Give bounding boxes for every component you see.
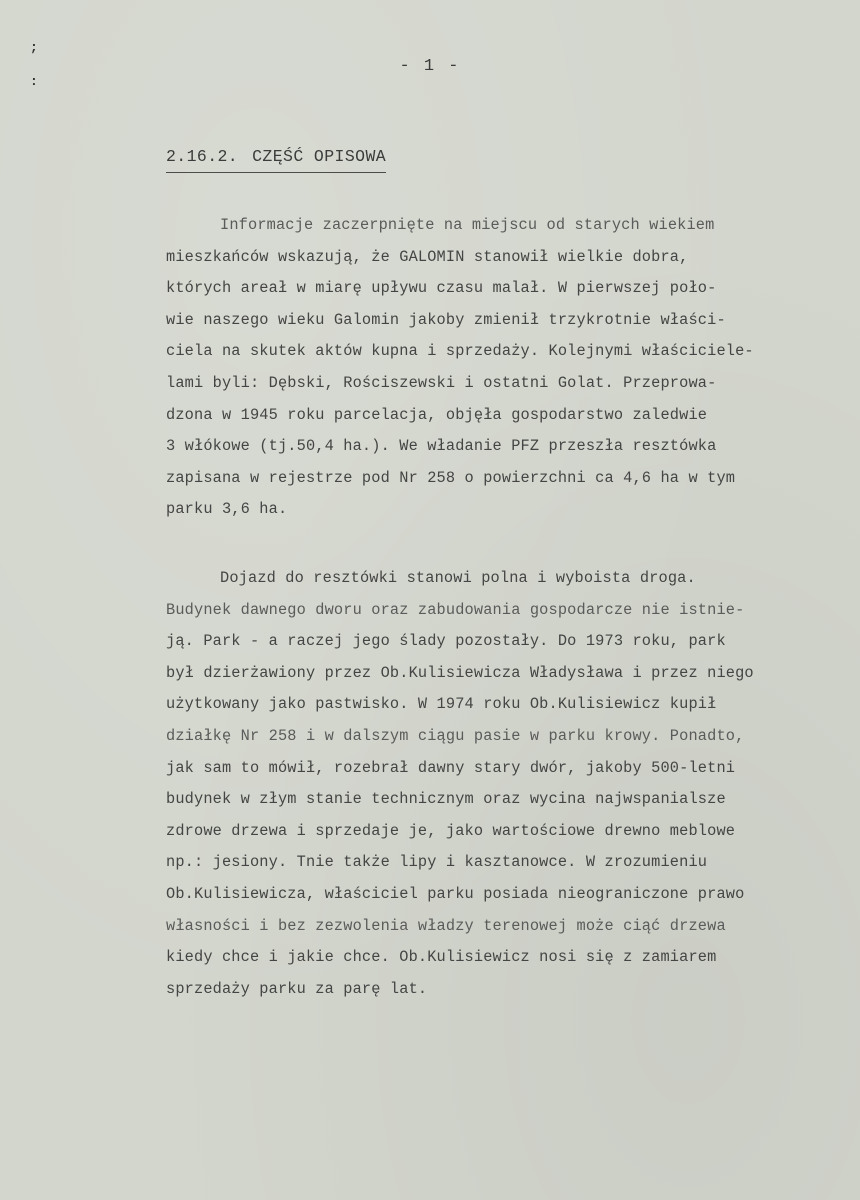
text-line: lami byli: Dębski, Rościszewski i ostatni Golat. Przeprowa- [166, 373, 717, 392]
text-line: sprzedaży parku za parę lat. [166, 979, 428, 998]
text-line: parku 3,6 ha. [166, 500, 288, 519]
text-line: był dzierżawiony przez Ob.Kulisiewicza Władysława i przez niego [166, 663, 754, 682]
text-line: zapisana w rejestrze pod Nr 258 o powierzchni ca 4,6 ha w tym [166, 468, 736, 487]
section-number: 2.16.2. [166, 147, 239, 166]
text-line: Ob.Kulisiewicza, właściciel parku posiada nieograniczone prawo [166, 884, 745, 903]
text-line: kiedy chce i jakie chce. Ob.Kulisiewicz nosi się z zamiarem [166, 948, 717, 967]
paragraph-1 [166, 210, 826, 526]
text-line: budynek w złym stanie technicznym oraz wycina najwspanialsze [166, 790, 726, 809]
margin-mark: ; [30, 40, 38, 55]
text-line: działkę Nr 258 i w dalszym ciągu pasie w parku krowy. Ponadto, [166, 726, 745, 745]
text-line: mieszkańców wskazują, że GALOMIN stanowił wielkie dobra, [166, 247, 689, 266]
text-line: Budynek dawnego dworu oraz zabudowania gospodarcze nie istnie- [166, 600, 745, 619]
text-line: wie naszego wieku Galomin jakoby zmienił trzykrotnie właści- [166, 310, 726, 329]
section-title: CZĘŚĆ OPISOWA [252, 147, 387, 166]
text-line: Informacje zaczerpnięte na miejscu od starych wiekiem [220, 216, 715, 234]
page-number: - 1 - [399, 57, 461, 76]
text-line: np.: jesiony. Tnie także lipy i kasztanowce. W zrozumieniu [166, 853, 708, 872]
text-line: Dojazd do resztówki stanowi polna i wyboista droga. [220, 569, 696, 587]
paragraph-2 [166, 563, 826, 1005]
text-line: 3 włókowe (tj.50,4 ha.). We władanie PFZ przeszła resztówka [166, 437, 717, 456]
text-line: dzona w 1945 roku parcelacja, objęła gospodarstwo zaledwie [166, 405, 708, 424]
text-line: jak sam to mówił, rozebrał dawny stary dwór, jakoby 500-letni [166, 758, 736, 777]
margin-mark: : [30, 74, 38, 89]
text-line: których areał w miarę upływu czasu malał. W pierwszej poło- [166, 279, 717, 298]
section-heading [166, 147, 386, 173]
text-line: użytkowany jako pastwisko. W 1974 roku Ob.Kulisiewicz kupił [166, 695, 717, 714]
text-line: zdrowe drzewa i sprzedaje je, jako wartościowe drewno meblowe [166, 821, 736, 840]
text-line: ciela na skutek aktów kupna i sprzedaży. Kolejnymi właściciele- [166, 342, 754, 361]
text-line: ją. Park - a raczej jego ślady pozostały. Do 1973 roku, park [166, 632, 726, 651]
text-line: własności i bez zezwolenia władzy terenowej może ciąć drzewa [166, 916, 726, 935]
